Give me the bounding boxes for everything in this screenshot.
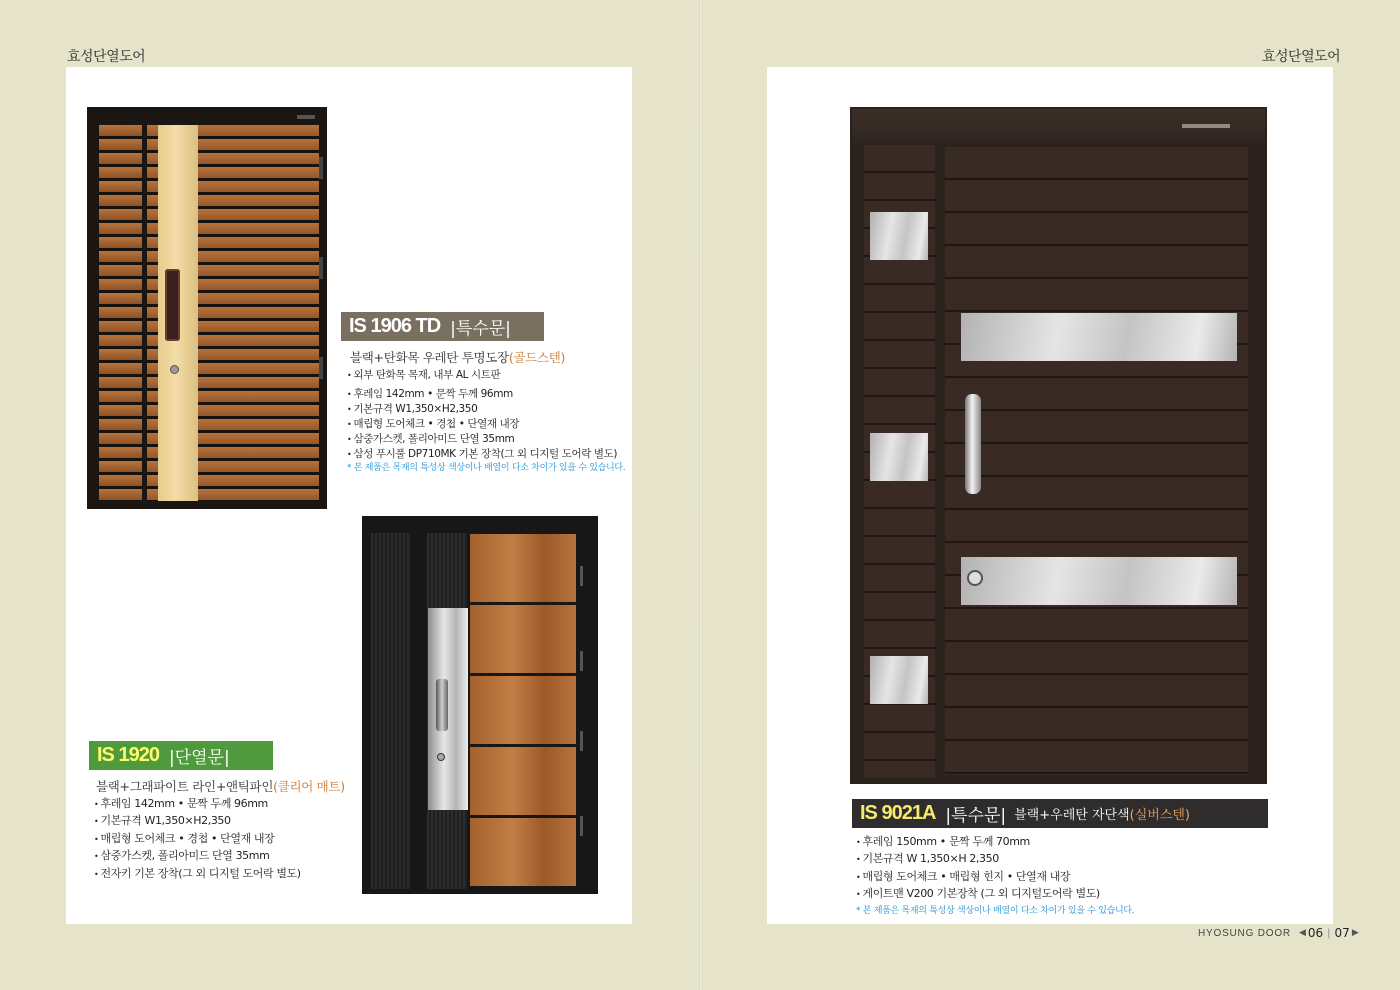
page-left [66,67,632,924]
hinge [580,651,583,671]
model-type: |특수문| [450,319,511,339]
keyhole-icon [437,753,445,761]
door-image-is1906td [87,107,327,509]
door-main-panel [945,147,1248,775]
triangle-right-icon: ▶ [1351,928,1359,938]
spec-item: • 전자키 기본 장착(그 외 디지털 도어락 별도) [94,866,301,883]
brand-label-right: 효성단열도어 [1262,49,1341,65]
triangle-left-icon: ◀ [1298,928,1306,938]
steel-inlay-band [961,313,1237,361]
spec-item: • 후레임 142mm • 문짝 두께 96mm [347,387,617,402]
model-title-bar-is9021a [852,799,1268,828]
spec-item: • 매립형 도어체크 • 경첩 • 단열재 내장 [347,417,617,432]
door-image-is9021a [850,107,1267,784]
spec-list-is1920 [94,796,301,883]
spec-item: • 외부 탄화목 목재, 내부 AL 시트판 [347,368,617,383]
spec-item: • 기본규격 W1,350×H2,350 [94,813,301,830]
model-type: |특수문| [945,806,1007,826]
steel-inlay-band [961,557,1237,605]
hinge [580,566,583,586]
hinge [580,816,583,836]
disclaimer-note-is9021a: * 본 제품은 목재의 특성상 색상이나 배열이 다소 차이가 있을 수 있습니다. [856,903,1134,916]
keyhole-icon [170,365,179,374]
page-number-right: 07 [1334,926,1350,940]
spec-item: • 매립형 도어체크 • 경첩 • 단열재 내장 [94,831,301,848]
hinge [319,157,323,179]
spec-item: • 후레임 150mm • 문짝 두께 70mm [856,834,1100,851]
brand-label-left: 효성단열도어 [67,49,146,65]
wood-plank [470,747,576,815]
model-code: IS 1920 [97,744,159,766]
steel-inlay-small [870,656,928,704]
wood-plank [470,676,576,744]
disclaimer-note-is1906td: * 본 제품은 목재의 특성상 색상이나 배열이 다소 차이가 있을 수 있습니다. [347,460,625,473]
steel-inlay-small [870,212,928,260]
door-logo-mark [1182,124,1230,128]
spec-item: • 후레임 142mm • 문짝 두께 96mm [94,796,301,813]
subtitle-highlight: (골드스텐) [508,350,566,365]
spec-item: • 기본규격 W 1,350×H 2,350 [856,851,1100,868]
model-subtitle-is1920 [96,777,345,795]
spec-item: • 삼성 푸시풀 DP710MK 기본 장착(그 외 디지털 도어락 별도) [347,447,617,462]
spec-list-is9021a [856,834,1100,903]
spread-divider [699,0,701,990]
model-code: IS 9021A [860,802,936,824]
door-logo-mark [297,115,315,119]
model-code: IS 1906 TD [349,315,441,337]
hinge [580,731,583,751]
door-side-panel [371,533,411,889]
spec-item: • 매립형 도어체크 • 매립형 힌지 • 단열재 내장 [856,869,1100,886]
model-title-bar-is1920 [89,741,273,770]
model-subtitle-is1906td [350,348,565,366]
steel-inlay-small [870,433,928,481]
model-highlight: (실버스텐) [1129,808,1191,823]
model-title-bar-is1906td [341,312,544,341]
model-description: 블랙+우레탄 자단색 [1014,808,1130,823]
subtitle-main: 블랙+그래파이트 라인+앤틱파인 [96,779,274,794]
door-side-panel [99,125,142,501]
page-right [767,67,1333,924]
digital-lock-icon [165,269,180,341]
page-number-left: 06 [1307,926,1324,940]
footer-brand: HYOSUNG DOOR [1198,927,1291,939]
spec-item: • 기본규격 W1,350×H2,350 [347,402,617,417]
keyhole-icon [967,570,983,586]
hinge [319,257,323,279]
spec-item: • 삼중가스켓, 폴리아미드 단열 35mm [94,848,301,865]
door-handle-icon [436,679,448,731]
spec-item: • 삼중가스켓, 폴리아미드 단열 35mm [347,432,617,447]
wood-plank [470,534,576,602]
model-type: |단열문| [168,748,230,768]
spec-list-is1906td [347,368,617,462]
door-image-is1920 [362,516,598,894]
page-footer [1198,926,1359,940]
hinge [319,357,323,379]
steel-handle-plate [428,608,468,810]
wood-plank [470,605,576,673]
page-separator: | [1327,927,1331,939]
wood-plank [470,818,576,886]
door-handle-icon [965,394,981,494]
spec-item: • 게이트맨 V200 기본장착 (그 외 디지털도어락 별도) [856,886,1100,903]
subtitle-highlight: (클리어 매트) [273,779,345,794]
subtitle-main: 블랙+탄화목 우레탄 투명도장 [350,350,509,365]
door-wood-panel [470,534,576,890]
